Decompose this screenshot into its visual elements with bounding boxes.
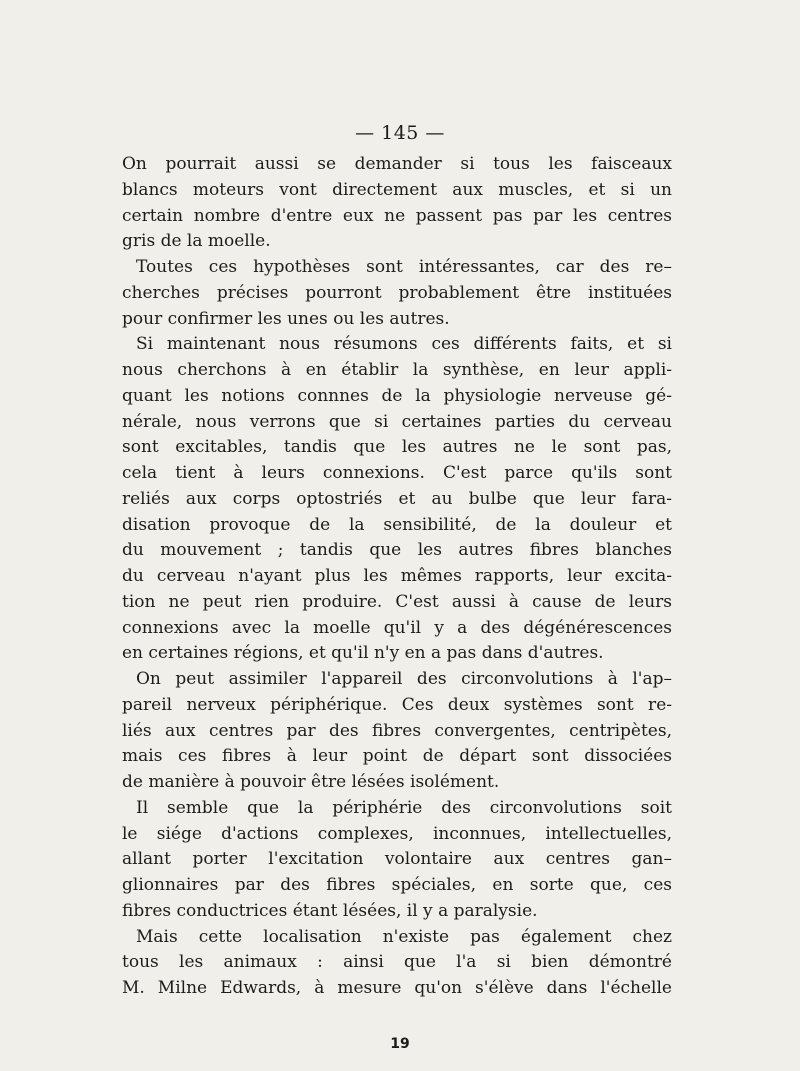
text-line: mais ces fibres à leur point de départ sont dissociées <box>122 746 672 767</box>
text-line: cherches précises pourront probablement être instituées <box>122 282 672 303</box>
text-line: le siége d'actions complexes, inconnues, intellectuelles, <box>122 823 672 844</box>
text-line: du mouvement ; tandis que les autres fibres blanches <box>122 540 672 561</box>
text-line: fibres conductrices étant lésées, il y a paralysie. <box>122 900 538 921</box>
text-line: connexions avec la moelle qu'il y a des dégénérescences <box>122 617 672 638</box>
text-line: On peut assimiler l'appareil des circonvolutions à l'ap– <box>136 669 672 689</box>
text-line: blancs moteurs vont directement aux muscles, et si un <box>122 179 672 200</box>
text-line: M. Milne Edwards, à mesure qu'on s'élève dans l'échelle <box>122 978 672 998</box>
text-line: Mais cette localisation n'existe pas également chez <box>136 926 672 947</box>
text-line: nérale, nous verrons que si certaines parties du cerveau <box>122 411 672 432</box>
body-text <box>122 152 672 1002</box>
text-line: certain nombre d'entre eux ne passent pas par les centres <box>122 205 672 226</box>
text-line: du cerveau n'ayant plus les mêmes rapports, leur excita- <box>122 566 672 586</box>
text-line: sont excitables, tandis que les autres ne le sont pas, <box>122 437 672 458</box>
text-line: tion ne peut rien produire. C'est aussi à cause de leurs <box>122 591 672 612</box>
text-line: de manière à pouvoir être lésées isolément. <box>122 772 500 792</box>
text-line: tous les animaux : ainsi que l'a si bien démontré <box>122 952 672 973</box>
text-line: On pourrait aussi se demander si tous les faisceaux <box>122 154 672 174</box>
text-line: cela tient à leurs connexions. C'est parce qu'ils sont <box>122 463 672 483</box>
text-line: glionnaires par des fibres spéciales, en sorte que, ces <box>122 875 672 895</box>
text-line: liés aux centres par des fibres convergentes, centripètes, <box>122 720 672 741</box>
text-line: gris de la moelle. <box>122 231 271 252</box>
signature-mark: 19 <box>390 1036 410 1052</box>
text-line: Si maintenant nous résumons ces différents faits, et si <box>136 334 672 355</box>
text-line: Toutes ces hypothèses sont intéressantes, car des re– <box>136 257 672 277</box>
text-line: pour confirmer les unes ou les autres. <box>122 308 450 329</box>
page-number: — 145 — <box>355 122 445 144</box>
text-line: disation provoque de la sensibilité, de la douleur et <box>122 514 672 535</box>
text-line: en certaines régions, et qu'il n'y en a pas dans d'autres. <box>122 643 604 664</box>
text-line: nous cherchons à en établir la synthèse, en leur appli- <box>122 360 672 380</box>
text-line: quant les notions connnes de la physiologie nerveuse gé- <box>122 385 672 406</box>
text-line: Il semble que la périphérie des circonvolutions soit <box>136 797 672 818</box>
text-line: reliés aux corps optostriés et au bulbe que leur fara- <box>122 488 672 509</box>
text-line: allant porter l'excitation volontaire aux centres gan– <box>122 849 672 870</box>
text-line: pareil nerveux périphérique. Ces deux systèmes sont re- <box>122 694 672 715</box>
